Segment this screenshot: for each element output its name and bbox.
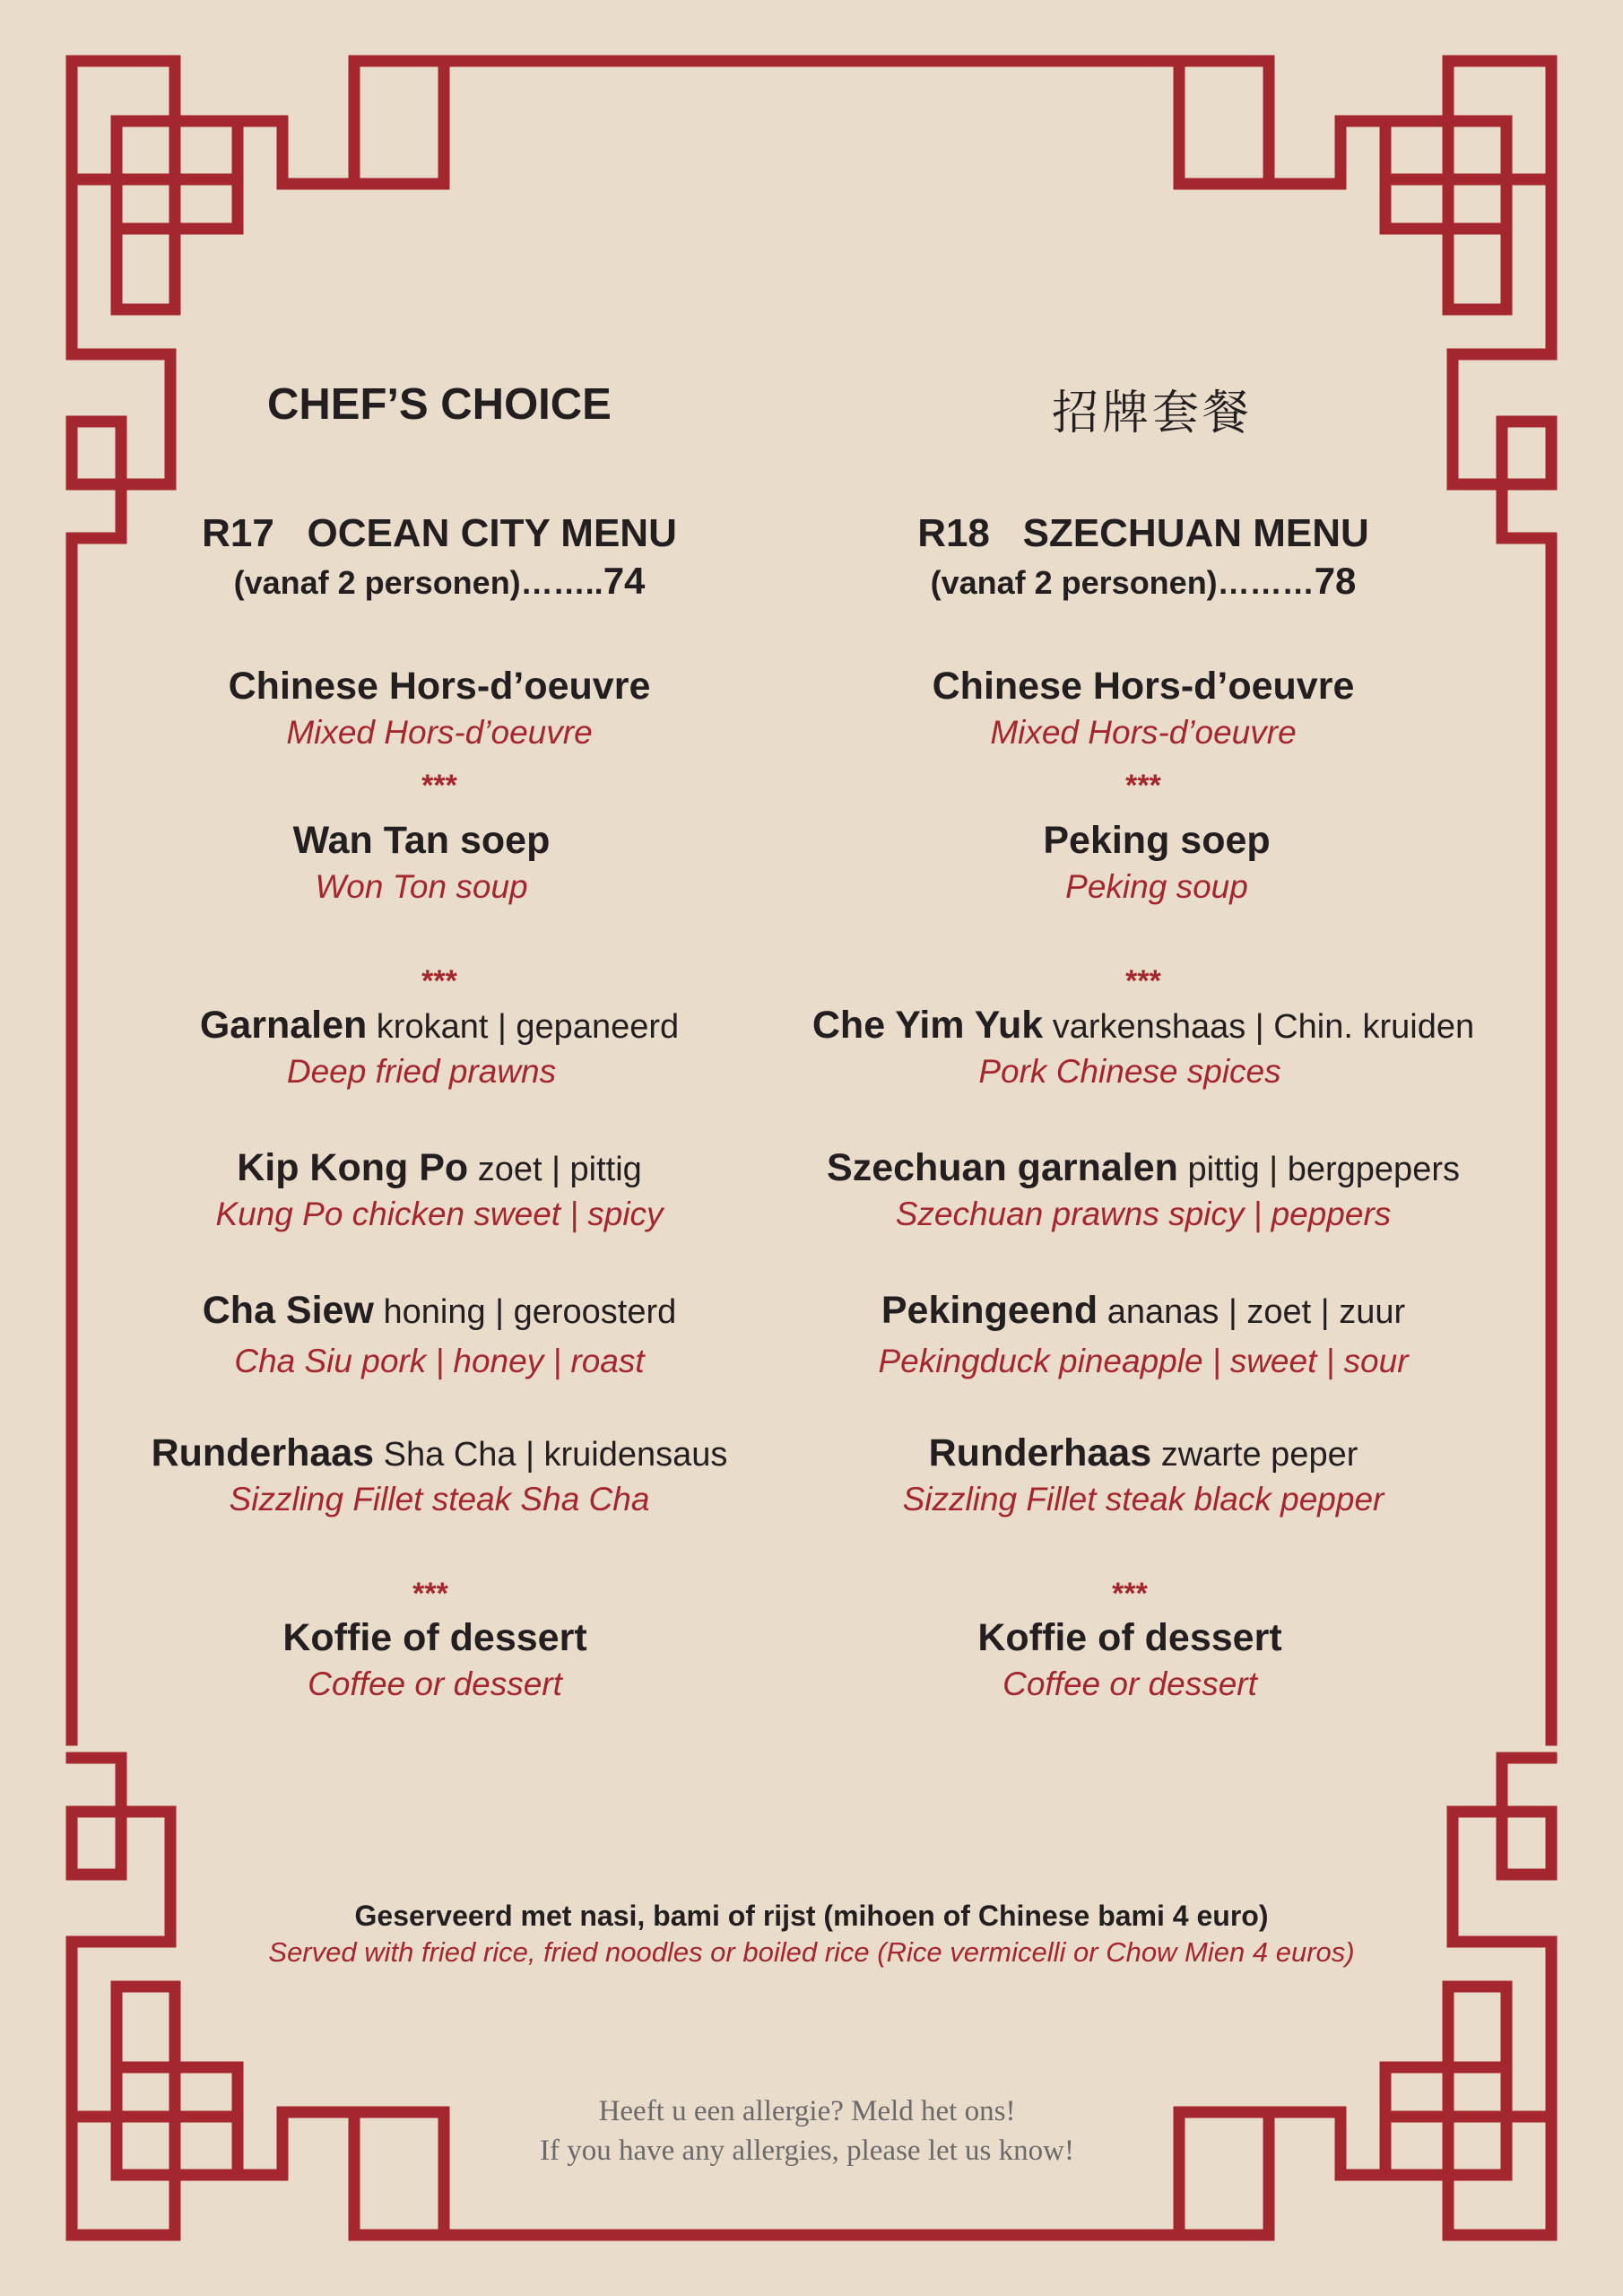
dish-name: Koffie of dessert <box>282 1616 587 1659</box>
persons-note: (vanaf 2 personen)……… <box>930 564 1315 601</box>
dish-description: ananas | zoet | zuur <box>1098 1293 1406 1331</box>
allergy-notice-nl: Heeft u een allergie? Meld het ons! <box>598 2095 1016 2127</box>
dish-description: Sha Cha | kruidensaus <box>374 1436 728 1474</box>
course-separator: *** <box>421 769 457 803</box>
dish-translation: Coffee or dessert <box>1002 1665 1257 1702</box>
dish-name: Garnalen <box>199 1004 368 1047</box>
dish-description: pittig | bergpepers <box>1177 1151 1460 1188</box>
course-starter <box>776 664 1511 755</box>
dish-name: Cha Siew <box>202 1289 374 1332</box>
side-dish-note-en: Served with fried rice, fried noodles or boiled rice (Rice vermicelli or Chow Mien 4 euros) <box>268 1936 1355 1968</box>
dish-description: honing | geroosterd <box>373 1293 677 1331</box>
menu-title: R18 SZECHUAN MENU <box>917 511 1369 555</box>
dish-name: Che Yim Yuk <box>812 1004 1044 1047</box>
main-dish <box>72 1003 807 1094</box>
main-dish <box>72 1431 807 1522</box>
menu-title: R17 OCEAN CITY MENU <box>202 511 677 555</box>
main-dish <box>72 1288 807 1384</box>
dish-description: krokant | gepaneerd <box>367 1008 680 1046</box>
dish-translation: Mixed Hors-d’oeuvre <box>990 714 1297 751</box>
dish-translation: Won Ton soup <box>315 868 528 905</box>
course-dessert <box>749 1615 1511 1707</box>
side-dish-note-nl: Geserveerd met nasi, bami of rijst (mihoen of Chinese bami 4 euro) <box>354 1900 1269 1932</box>
dish-description: zwarte peper <box>1151 1436 1358 1474</box>
main-dish <box>776 1145 1511 1237</box>
course-separator: *** <box>421 964 457 998</box>
dish-translation: Mixed Hors-d’oeuvre <box>286 714 593 751</box>
dish-name: Kip Kong Po <box>237 1146 469 1189</box>
course-soup <box>36 818 807 909</box>
menu-price: 78 <box>1314 560 1357 602</box>
dish-name: Runderhaas <box>928 1431 1152 1474</box>
dish-description: varkenshaas | Chin. kruiden <box>1043 1008 1475 1046</box>
dish-translation: Cha Siu pork | honey | roast <box>234 1343 645 1379</box>
main-dish <box>776 1003 1511 1094</box>
course-starter <box>72 664 807 755</box>
menu-header-r18 <box>776 511 1511 603</box>
dish-name: Szechuan garnalen <box>827 1146 1178 1189</box>
dish-name: Chinese Hors-d’oeuvre <box>228 665 651 708</box>
menu-r18-courses <box>776 664 1511 1707</box>
dish-translation: Deep fried prawns <box>286 1053 557 1090</box>
dish-description: zoet | pittig <box>468 1151 642 1188</box>
dish-translation: Kung Po chicken sweet | spicy <box>215 1196 664 1232</box>
allergy-notice <box>0 2092 1614 2170</box>
dish-translation: Sizzling Fillet steak Sha Cha <box>229 1481 650 1518</box>
dish-translation: Pork Chinese spices <box>978 1053 1281 1090</box>
dish-name: Runderhaas <box>151 1431 375 1474</box>
dish-translation: Pekingduck pineapple | sweet | sour <box>878 1343 1409 1379</box>
page-title-chinese: 招牌套餐 <box>1052 387 1254 440</box>
dish-name: Chinese Hors-d’oeuvre <box>932 665 1355 708</box>
menu-price-line <box>72 560 807 603</box>
main-dish <box>776 1288 1511 1384</box>
dish-name: Wan Tan soep <box>292 819 551 862</box>
page-title: CHEF’S CHOICE <box>267 380 612 429</box>
dish-translation: Sizzling Fillet steak black pepper <box>902 1481 1384 1518</box>
menu-r17-courses <box>72 664 807 1707</box>
persons-note: (vanaf 2 personen)…….. <box>233 564 603 601</box>
menu-price-line <box>776 560 1511 603</box>
course-separator: *** <box>1125 769 1161 803</box>
dish-name: Pekingeend <box>881 1289 1098 1332</box>
dish-translation: Szechuan prawns spicy | peppers <box>895 1196 1392 1232</box>
allergy-notice-en: If you have any allergies, please let us know! <box>540 2135 1074 2167</box>
dish-translation: Peking soup <box>1065 868 1248 905</box>
main-dish <box>776 1431 1511 1522</box>
side-dish-note <box>0 1900 1623 1969</box>
dish-name: Peking soep <box>1043 819 1271 862</box>
menu-price: 74 <box>603 560 646 602</box>
main-dish <box>72 1145 807 1237</box>
dish-translation: Coffee or dessert <box>308 1665 562 1702</box>
dish-name: Koffie of dessert <box>977 1616 1282 1659</box>
course-separator: *** <box>1125 964 1161 998</box>
course-separator: *** <box>1112 1577 1148 1611</box>
course-separator: *** <box>412 1577 448 1611</box>
menu-header-r17 <box>72 511 807 603</box>
course-soup <box>803 818 1511 909</box>
course-dessert <box>63 1615 807 1707</box>
